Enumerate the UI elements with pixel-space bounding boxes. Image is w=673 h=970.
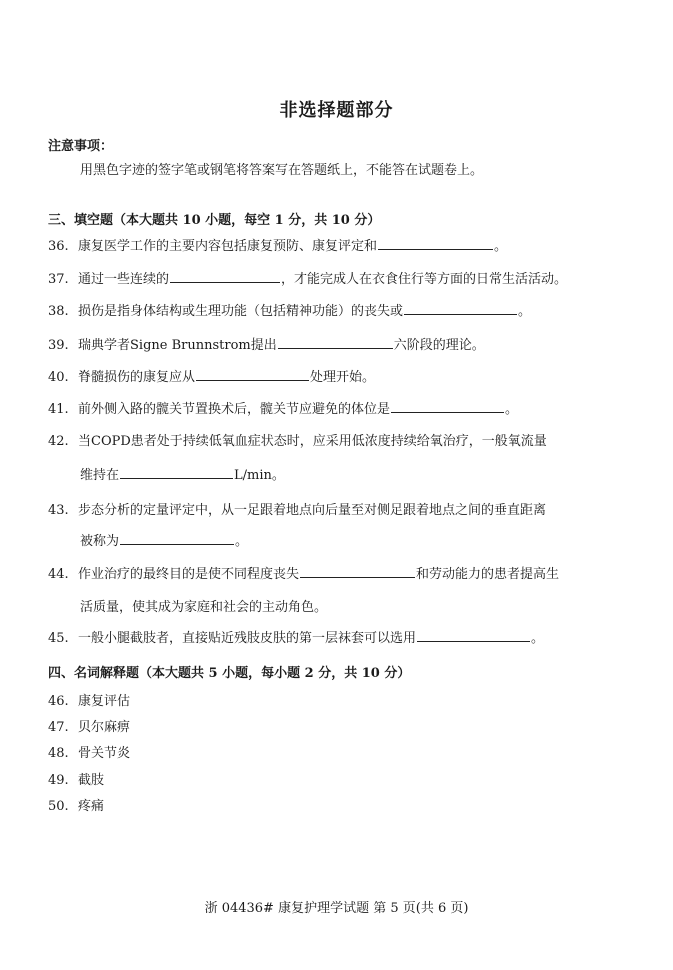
- question-number: 47.: [48, 720, 69, 735]
- question-text: 骨关节炎: [78, 746, 131, 761]
- question-number: 38.: [48, 304, 69, 319]
- question-48: [48, 742, 130, 761]
- question-text: 瑞典学者Signe Brunnstrom提出: [78, 338, 277, 353]
- question-number: 45.: [48, 631, 69, 646]
- question-text: 通过一些连续的: [78, 272, 170, 287]
- question-text: 疼痛: [78, 799, 105, 814]
- question-text: 被称为: [80, 534, 120, 549]
- question-36: [48, 235, 507, 254]
- answer-blank[interactable]: [170, 270, 280, 283]
- question-number: 49.: [48, 773, 69, 788]
- question-46: [48, 690, 130, 709]
- question-text: 脊髓损伤的康复应从: [78, 370, 196, 385]
- question-text-end: 。: [235, 534, 249, 549]
- question-37: [48, 268, 567, 287]
- question-number: 48.: [48, 746, 69, 761]
- question-text: 前外侧入路的髋关节置换术后，髋关节应避免的体位是: [78, 402, 391, 417]
- notice-heading: 注意事项：: [48, 139, 114, 154]
- question-43: [48, 499, 546, 518]
- question-44-continuation: [80, 596, 327, 615]
- page-title: 非选择题部分: [279, 100, 394, 121]
- page-footer: 浙 04436# 康复护理学试题 第 5 页(共 6 页): [204, 901, 469, 916]
- question-text: 作业治疗的最终目的是使不同程度丧失: [78, 567, 300, 582]
- question-text: 活质量，使其成为家庭和社会的主动角色。: [80, 600, 328, 615]
- question-45: [48, 627, 544, 646]
- question-number: 40.: [48, 370, 69, 385]
- question-number: 42.: [48, 434, 69, 449]
- question-text: 康复医学工作的主要内容包括康复预防、康复评定和: [78, 239, 378, 254]
- question-number: 37.: [48, 272, 69, 287]
- question-text: 当COPD患者处于持续低氧血症状态时，应采用低浓度持续给氧治疗，一般氧流量: [78, 434, 547, 449]
- question-text: 步态分析的定量评定中，从一足跟着地点向后量至对侧足跟着地点之间的垂直距离: [78, 503, 547, 518]
- question-text: 贝尔麻痹: [78, 720, 131, 735]
- answer-blank[interactable]: [278, 336, 393, 349]
- answer-blank[interactable]: [196, 368, 309, 381]
- question-number: 41.: [48, 402, 69, 417]
- notice-text: 用黑色字迹的签字笔或钢笔将答案写在答题纸上，不能答在试题卷上。: [80, 163, 484, 178]
- answer-blank[interactable]: [120, 532, 234, 545]
- question-text-end: 和劳动能力的患者提高生: [416, 567, 560, 582]
- question-39: [48, 334, 485, 353]
- question-43-continuation: [80, 530, 248, 549]
- question-text-end: L/min。: [234, 468, 285, 483]
- question-number: 39.: [48, 338, 69, 353]
- answer-blank[interactable]: [417, 629, 530, 642]
- question-text-end: 处理开始。: [310, 370, 376, 385]
- question-44: [48, 563, 559, 582]
- question-number: 43.: [48, 503, 69, 518]
- question-text-end: 。: [494, 239, 508, 254]
- question-number: 44.: [48, 567, 69, 582]
- question-text-end: ，才能完成人在衣食住行等方面的日常生活活动。: [281, 272, 568, 287]
- question-text: 维持在: [80, 468, 120, 483]
- question-41: [48, 398, 518, 417]
- question-50: [48, 795, 104, 814]
- answer-blank[interactable]: [391, 400, 504, 413]
- question-number: 36.: [48, 239, 69, 254]
- section-3-heading: 三、填空题（本大题共 10 小题，每空 1 分，共 10 分）: [48, 213, 381, 228]
- question-text: 损伤是指身体结构或生理功能（包括精神功能）的丧失或: [78, 304, 404, 319]
- question-text: 康复评估: [78, 694, 131, 709]
- question-47: [48, 716, 130, 735]
- section-4-heading: 四、名词解释题（本大题共 5 小题，每小题 2 分，共 10 分）: [48, 666, 411, 681]
- answer-blank[interactable]: [300, 565, 415, 578]
- question-text: 一般小腿截肢者，直接贴近残肢皮肤的第一层袜套可以选用: [78, 631, 417, 646]
- question-text-end: 六阶段的理论。: [393, 338, 485, 353]
- question-text-end: 。: [518, 304, 532, 319]
- question-42-continuation: [80, 464, 285, 483]
- question-42: [48, 430, 547, 449]
- question-text-end: 。: [531, 631, 545, 646]
- question-40: [48, 366, 375, 385]
- answer-blank[interactable]: [378, 237, 493, 250]
- question-number: 50.: [48, 799, 69, 814]
- question-49: [48, 769, 104, 788]
- question-38: [48, 300, 531, 319]
- question-number: 46.: [48, 694, 69, 709]
- answer-blank[interactable]: [120, 466, 233, 479]
- answer-blank[interactable]: [404, 302, 517, 315]
- question-text-end: 。: [505, 402, 519, 417]
- question-text: 截肢: [78, 773, 105, 788]
